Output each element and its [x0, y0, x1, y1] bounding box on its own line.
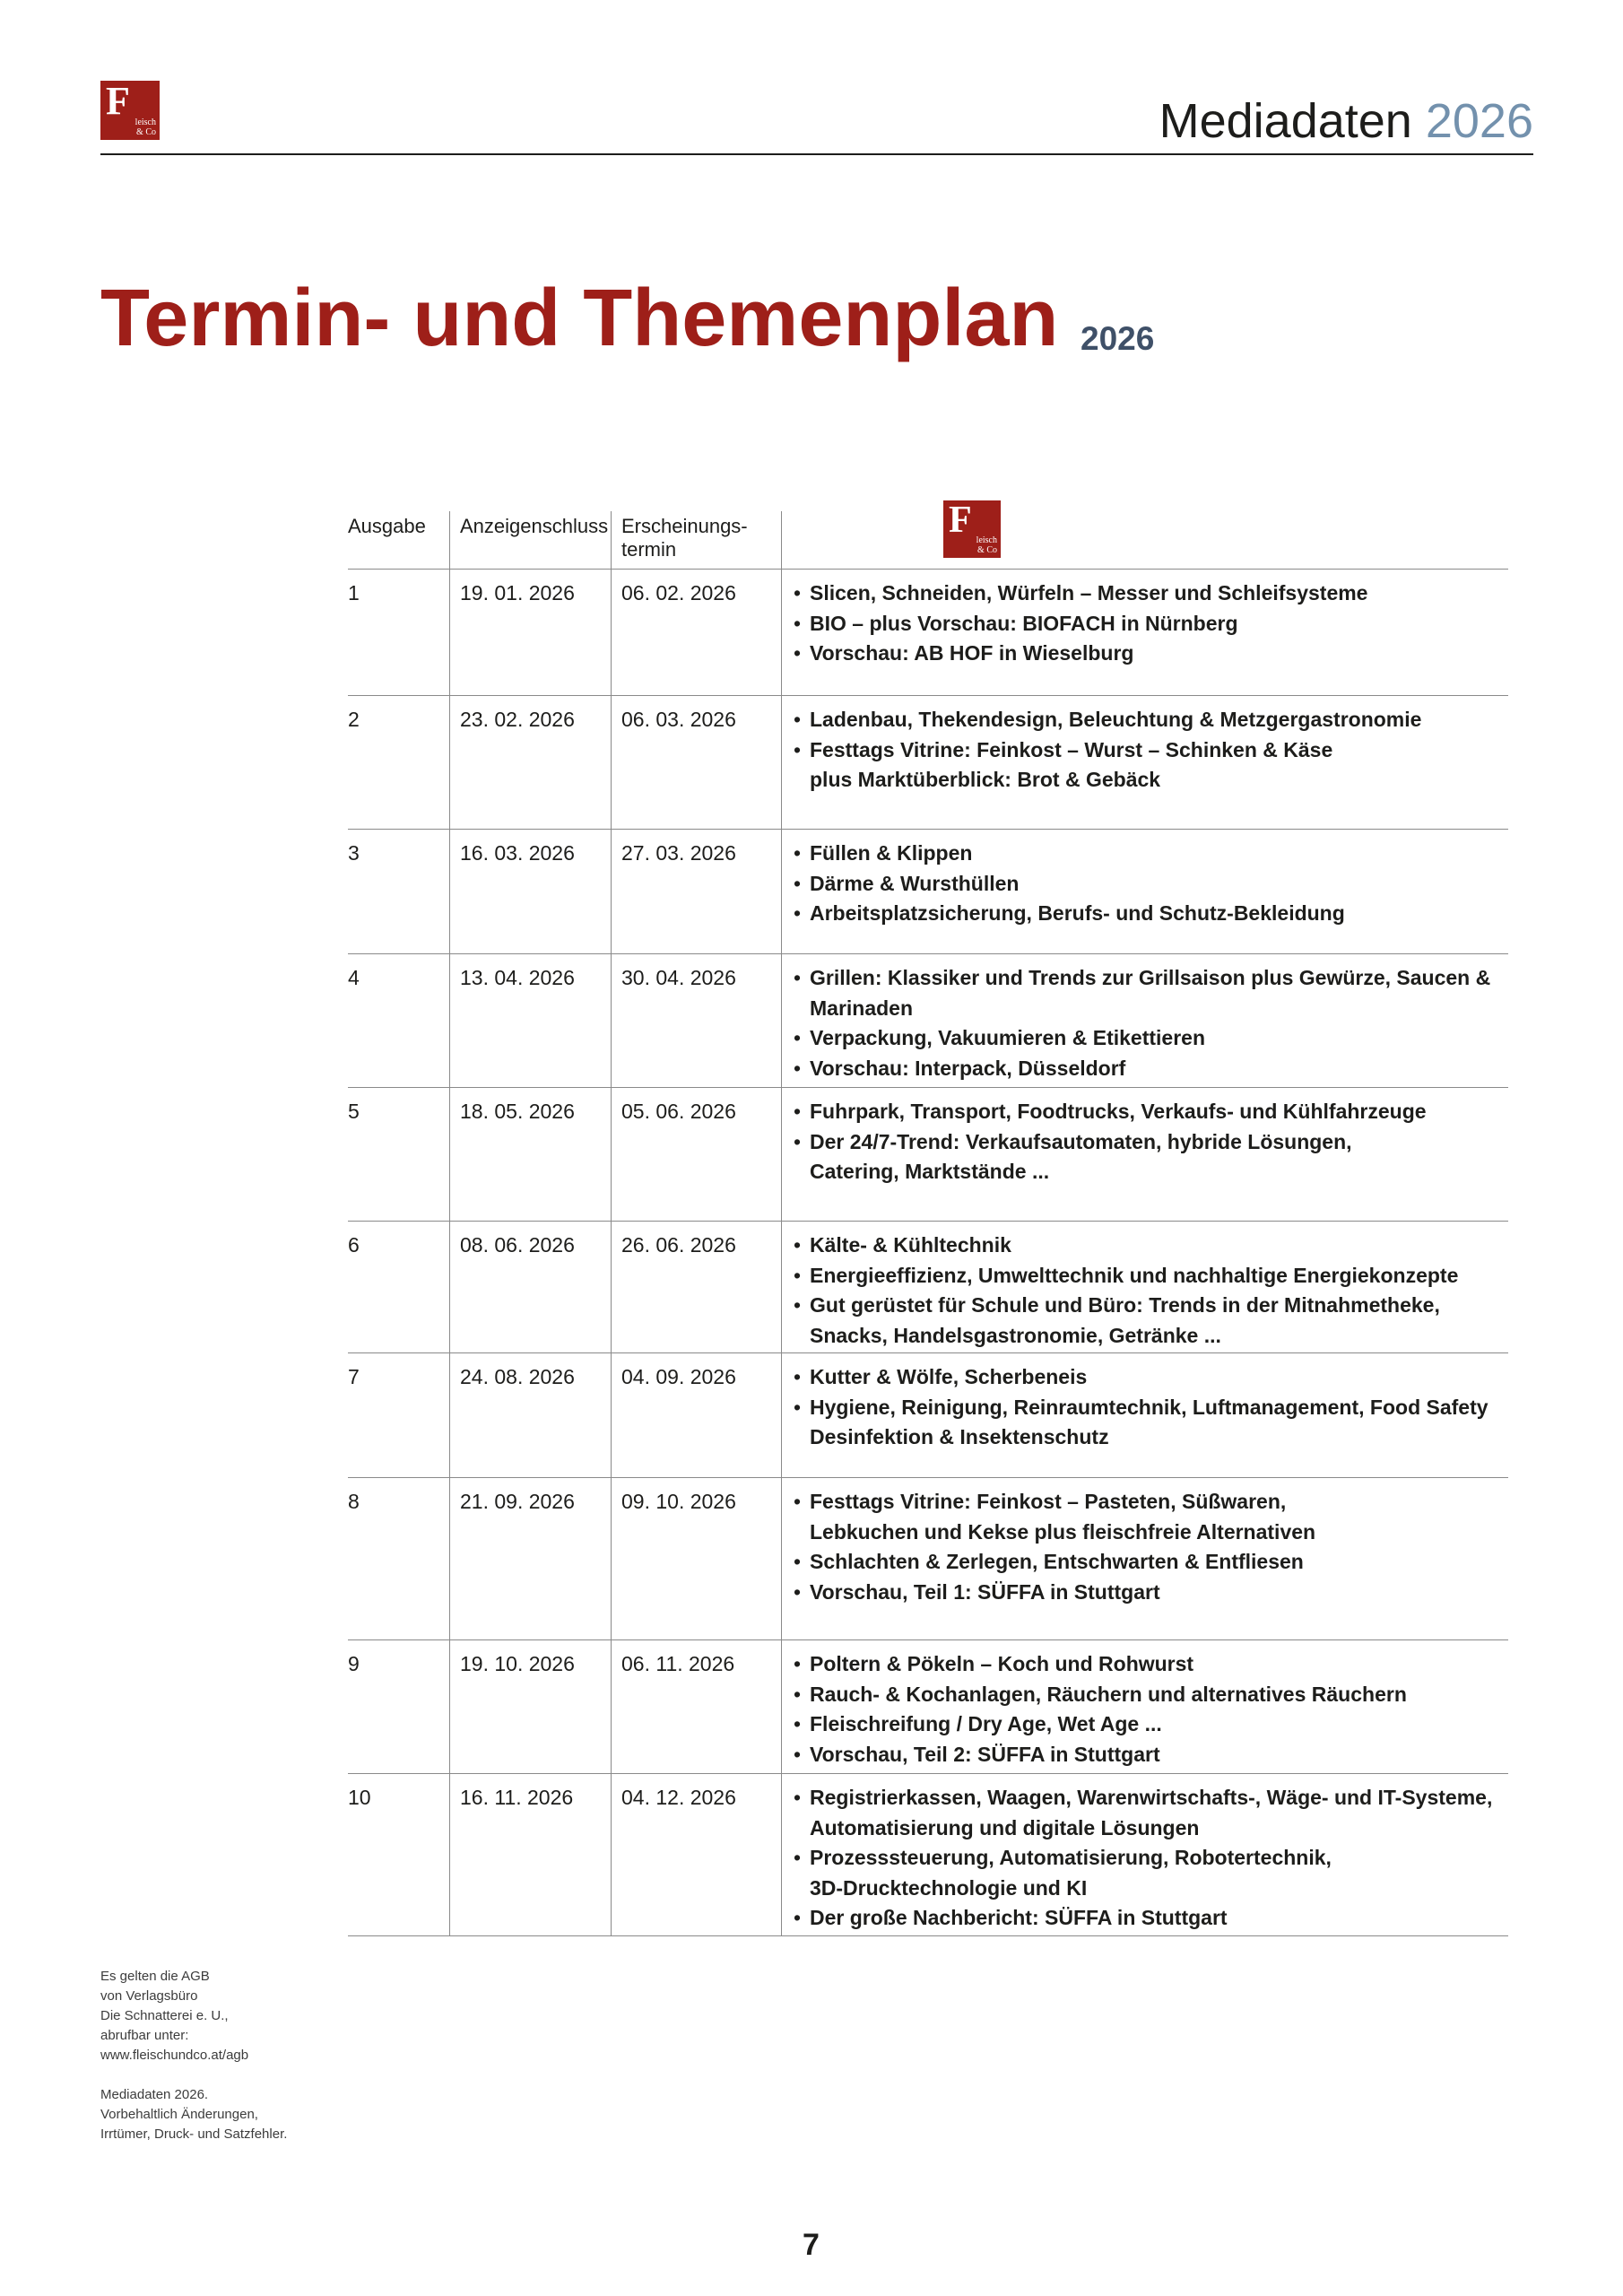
- table-row: [348, 1640, 1508, 1774]
- cell-issue: 7: [348, 1365, 360, 1388]
- topic-line: Snacks, Handelsgastronomie, Getränke ...: [810, 1323, 1221, 1347]
- topic-line: • Därme & Wursthüllen: [792, 869, 1500, 900]
- header-ad-deadline: Anzeigenschluss: [460, 515, 609, 537]
- cell-ad-deadline: 16. 03. 2026: [460, 841, 575, 865]
- cell-topics: [792, 839, 1500, 929]
- cell-topics: [792, 1097, 1500, 1187]
- cell-publication: 26. 06. 2026: [621, 1233, 736, 1257]
- topic-line: • Schlachten & Zerlegen, Entschwarten & Entfliesen: [792, 1547, 1500, 1578]
- topic-line: • Festtags Vitrine: Feinkost – Wurst – Schinken & Käse: [792, 735, 1500, 766]
- topic-line: • Vorschau: Interpack, Düsseldorf: [792, 1054, 1500, 1084]
- table-row: [348, 570, 1508, 696]
- cell-issue: 1: [348, 581, 360, 604]
- cell-issue: 3: [348, 841, 360, 865]
- footnote-line: Irrtümer, Druck- und Satzfehler.: [100, 2126, 288, 2142]
- topic-line: • Vorschau, Teil 1: SÜFFA in Stuttgart: [792, 1578, 1500, 1608]
- cell-publication: 30. 04. 2026: [621, 966, 736, 989]
- topic-line: • Der große Nachbericht: SÜFFA in Stuttgart: [792, 1903, 1500, 1934]
- topic-line: • Vorschau, Teil 2: SÜFFA in Stuttgart: [792, 1740, 1500, 1770]
- topic-line: • Hygiene, Reinigung, Reinraumtechnik, Luftmanagement, Food Safety: [792, 1393, 1500, 1423]
- topic-line: • Fuhrpark, Transport, Foodtrucks, Verkaufs- und Kühlfahrzeuge: [792, 1097, 1500, 1127]
- cell-topics: [792, 1487, 1500, 1607]
- footnote-agb: [100, 1967, 248, 2066]
- cell-publication: 06. 11. 2026: [621, 1652, 735, 1675]
- topic-line: • Festtags Vitrine: Feinkost – Pasteten, Süßwaren,: [792, 1487, 1500, 1518]
- cell-publication: 05. 06. 2026: [621, 1100, 736, 1123]
- header-title: [1159, 93, 1533, 149]
- cell-ad-deadline: 23. 02. 2026: [460, 708, 575, 731]
- topic-line: Marinaden: [810, 996, 914, 1020]
- schedule-table: [348, 511, 1508, 1936]
- cell-publication: 09. 10. 2026: [621, 1490, 736, 1513]
- table-row: [348, 954, 1508, 1088]
- cell-ad-deadline: 24. 08. 2026: [460, 1365, 575, 1388]
- topic-line: • Ladenbau, Thekendesign, Beleuchtung & Metzgergastronomie: [792, 705, 1500, 735]
- page-title-year: 2026: [1081, 320, 1155, 357]
- cell-ad-deadline: 13. 04. 2026: [460, 966, 575, 989]
- footnote-line: abrufbar unter:: [100, 2028, 189, 2043]
- topic-line: • Registrierkassen, Waagen, Warenwirtschafts-, Wäge- und IT-Systeme,: [792, 1783, 1500, 1813]
- cell-issue: 4: [348, 966, 360, 989]
- cell-publication: 06. 03. 2026: [621, 708, 736, 731]
- topic-line: • Arbeitsplatzsicherung, Berufs- und Schutz-Bekleidung: [792, 899, 1500, 929]
- topic-line: • Verpackung, Vakuumieren & Etikettieren: [792, 1023, 1500, 1054]
- topic-line: • Fleischreifung / Dry Age, Wet Age ...: [792, 1709, 1500, 1740]
- table-row: [348, 1353, 1508, 1478]
- header-issue: Ausgabe: [348, 515, 426, 537]
- topic-line: Desinfektion & Insektenschutz: [810, 1425, 1109, 1448]
- page-number: 7: [803, 2228, 820, 2262]
- cell-topics: [792, 1649, 1500, 1770]
- header-title-text: Mediadaten: [1159, 94, 1412, 148]
- topic-line: • Slicen, Schneiden, Würfeln – Messer und Schleifsysteme: [792, 578, 1500, 609]
- cell-publication: 06. 02. 2026: [621, 581, 736, 604]
- table-row: [348, 696, 1508, 830]
- cell-ad-deadline: 18. 05. 2026: [460, 1100, 575, 1123]
- header-year: 2026: [1425, 94, 1533, 148]
- topic-line: • Prozesssteuerung, Automatisierung, Robotertechnik,: [792, 1843, 1500, 1874]
- topic-line: Catering, Marktstände ...: [810, 1160, 1050, 1183]
- logo-letter: F: [949, 500, 972, 541]
- table-header-row: [348, 511, 1508, 570]
- cell-publication: 27. 03. 2026: [621, 841, 736, 865]
- footnote-line: Es gelten die AGB: [100, 1969, 210, 1984]
- cell-issue: 5: [348, 1100, 360, 1123]
- page-title: Termin- und Themenplan: [100, 274, 1059, 363]
- cell-topics: [792, 578, 1500, 669]
- cell-issue: 10: [348, 1786, 371, 1809]
- topic-line: • Poltern & Pökeln – Koch und Rohwurst: [792, 1649, 1500, 1680]
- topic-line: 3D-Drucktechnologie und KI: [810, 1875, 1088, 1900]
- topic-line: • Grillen: Klassiker und Trends zur Grillsaison plus Gewürze, Saucen &: [792, 963, 1500, 994]
- cell-publication: 04. 12. 2026: [621, 1786, 736, 1809]
- logo-letter: F: [106, 81, 130, 123]
- cell-topics: [792, 963, 1500, 1083]
- cell-ad-deadline: 08. 06. 2026: [460, 1233, 575, 1257]
- topic-line: • Kutter & Wölfe, Scherbeneis: [792, 1362, 1500, 1393]
- cell-ad-deadline: 21. 09. 2026: [460, 1490, 575, 1513]
- cell-topics: [792, 1362, 1500, 1453]
- topic-line: Lebkuchen und Kekse plus fleischfreie Alternativen: [810, 1519, 1316, 1544]
- topic-line: • Gut gerüstet für Schule und Büro: Trends in der Mitnahmetheke,: [792, 1291, 1500, 1321]
- footnote-line: Vorbehaltlich Änderungen,: [100, 2107, 258, 2122]
- table-row: [348, 1222, 1508, 1353]
- topic-line: • Der 24/7-Trend: Verkaufsautomaten, hybride Lösungen,: [792, 1127, 1500, 1158]
- cell-ad-deadline: 16. 11. 2026: [460, 1786, 574, 1809]
- cell-ad-deadline: 19. 01. 2026: [460, 581, 575, 604]
- cell-ad-deadline: 19. 10. 2026: [460, 1652, 575, 1675]
- footnote-disclaimer: [100, 2085, 287, 2144]
- cell-issue: 2: [348, 708, 360, 731]
- header-divider: [100, 153, 1533, 155]
- table-row: [348, 1088, 1508, 1222]
- topic-line: • BIO – plus Vorschau: BIOFACH in Nürnberg: [792, 609, 1500, 639]
- cell-topics: [792, 1783, 1500, 1934]
- header-publication: Erscheinungs- termin: [621, 515, 748, 561]
- brand-logo: [100, 81, 160, 140]
- footnote-line: www.fleischundco.at/agb: [100, 2048, 249, 2063]
- table-row: [348, 1478, 1508, 1640]
- topic-line: • Energieeffizienz, Umwelttechnik und nachhaltige Energiekonzepte: [792, 1261, 1500, 1292]
- topic-line: • Kälte- & Kühltechnik: [792, 1231, 1500, 1261]
- topic-line: Automatisierung und digitale Lösungen: [810, 1815, 1200, 1839]
- cell-issue: 8: [348, 1490, 360, 1513]
- topic-line: • Vorschau: AB HOF in Wieselburg: [792, 639, 1500, 669]
- footnote-line: Die Schnatterei e. U.,: [100, 2008, 229, 2023]
- table-row: [348, 1774, 1508, 1936]
- topic-line: • Rauch- & Kochanlagen, Räuchern und alternatives Räuchern: [792, 1680, 1500, 1710]
- cell-issue: 6: [348, 1233, 360, 1257]
- logo-small-text: leisch & Co: [976, 535, 997, 555]
- logo-small-text: leisch & Co: [135, 117, 156, 137]
- footnote-line: von Verlagsbüro: [100, 1988, 198, 2004]
- cell-publication: 04. 09. 2026: [621, 1365, 736, 1388]
- topic-line: • Füllen & Klippen: [792, 839, 1500, 869]
- cell-topics: [792, 705, 1500, 796]
- cell-topics: [792, 1231, 1500, 1351]
- cell-issue: 9: [348, 1652, 360, 1675]
- footnote-line: Mediadaten 2026.: [100, 2087, 209, 2102]
- table-row: [348, 830, 1508, 954]
- topic-line: plus Marktüberblick: Brot & Gebäck: [810, 768, 1161, 791]
